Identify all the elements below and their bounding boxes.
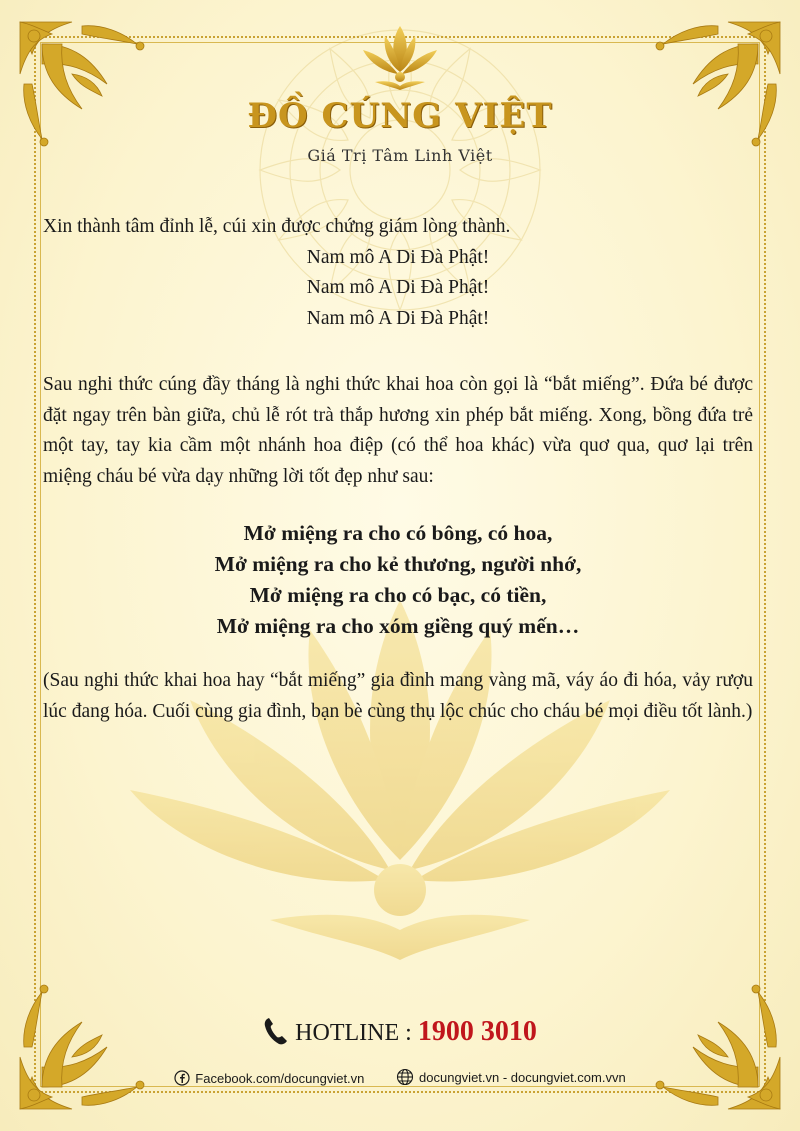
poem-line: Mở miệng ra cho có bạc, có tiền, [249,583,547,607]
hotline [0,1016,800,1053]
intro-line: Xin thành tâm đỉnh lễ, cúi xin được chứng giám lòng thành. [43,216,511,237]
brand-title: ĐỒ CÚNG VIỆT [247,96,553,136]
corner-ornament-top-right [638,14,788,164]
facebook-link[interactable] [174,1070,364,1086]
lotus-logo-icon [355,22,445,90]
chant-line: Nam mô A Di Đà Phật! [306,277,490,298]
poem-line: Mở miệng ra cho có bông, có hoa, [243,521,553,545]
facebook-text: Facebook.com/docungviet.vn [195,1070,365,1086]
document-body [43,212,753,727]
contact-footer [0,1068,800,1089]
closing-note: (Sau nghi thức khai hoa hay “bắt miếng” gia đình mang vàng mã, váy áo đi hóa, vảy rượu lúc đang hóa. Cuối cùng gia đình, bạn bè cùng thụ lộc chúc cho cháu bé mọi điều tốt lành.) [43,670,753,722]
facebook-icon [174,1070,190,1086]
ritual-paragraph: Sau nghi thức cúng đầy tháng là nghi thức khai hoa còn gọi là “bắt miếng”. Đứa bé được đặt ngay trên bàn giữa, chủ lễ rót trà thắp hương xin phép bắt miếng. Xong, bồng đứa trẻ một tay, tay kia cầm một nhánh hoa điệp (có thể hoa khác) vừa quơ qua, quơ lại trên miệng cháu bé vừa dạy những lời tốt đẹp như sau: [43,374,753,487]
chant-line: Nam mô A Di Đà Phật! [306,307,490,329]
phone-icon [263,1016,289,1053]
website-text: docungviet.vn - docungviet.com.vvn [419,1069,626,1085]
brand-tagline: Giá Trị Tâm Linh Việt [307,146,493,165]
globe-icon [396,1068,414,1086]
poem-line: Mở miệng ra cho xóm giềng quý mến… [216,614,580,638]
poem-line: Mở miệng ra cho kẻ thương, người nhớ, [214,552,582,576]
hotline-label: HOTLINE : [295,1020,418,1046]
chant-line: Nam mô A Di Đà Phật! [306,246,490,268]
corner-ornament-top-left [12,14,162,164]
website-links[interactable] [396,1068,626,1086]
hotline-number[interactable]: 1900 3010 [417,1016,537,1047]
blessing-poem [43,518,753,642]
